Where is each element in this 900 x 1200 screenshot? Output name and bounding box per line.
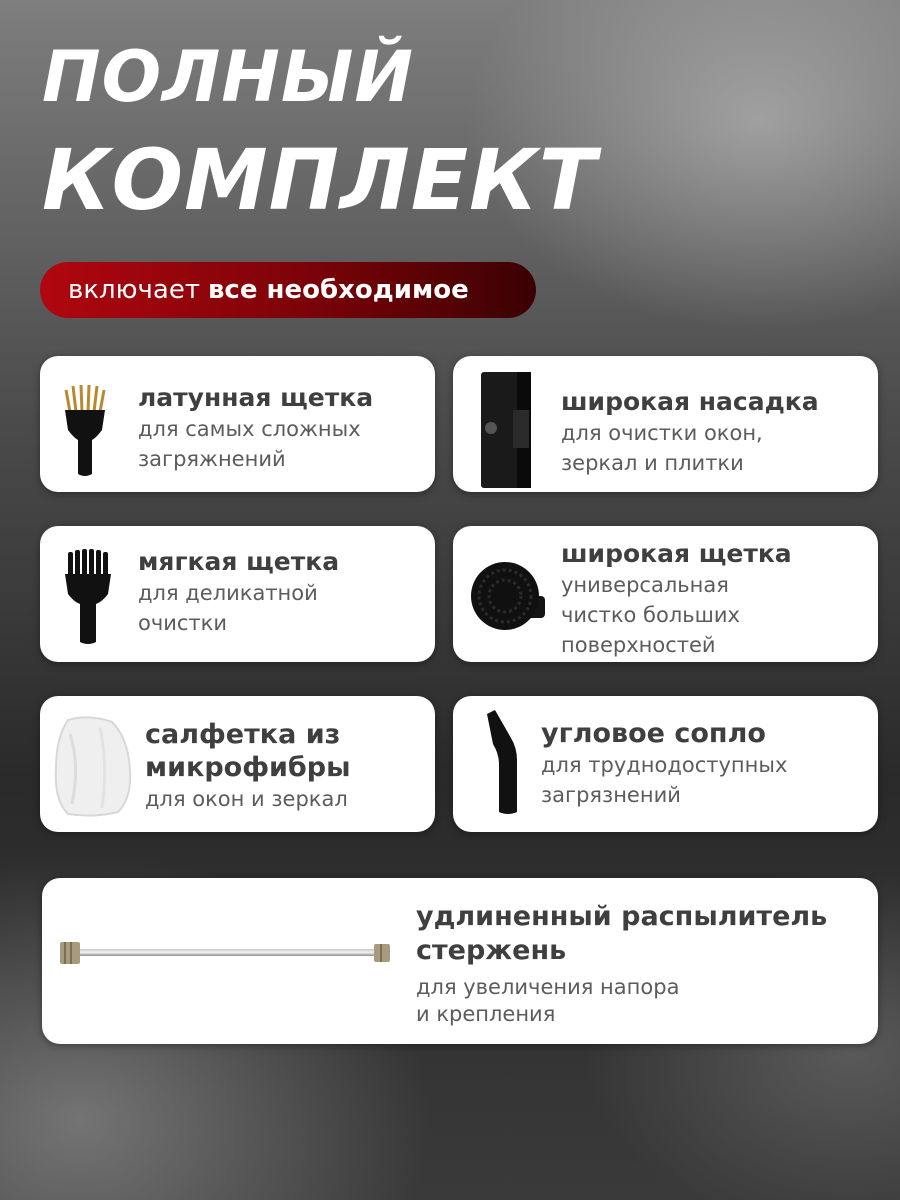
item-desc-line: очистки xyxy=(138,611,228,635)
badge-highlight: все необходимое xyxy=(207,275,469,305)
item-desc-line: для труднодоступных xyxy=(541,753,788,777)
microfiber-cloth-icon xyxy=(50,714,134,818)
item-name: микрофибры xyxy=(145,752,351,783)
item-name: мягкая щетка xyxy=(138,547,340,576)
item-name: широкая насадка xyxy=(561,387,819,416)
item-card-wide-brush xyxy=(453,526,878,662)
item-name: удлиненный распылитель xyxy=(416,901,828,932)
item-card-wide-nozzle xyxy=(453,356,878,492)
item-name: латунная щетка xyxy=(138,383,374,412)
item-desc-line: универсальная xyxy=(561,573,729,597)
includes-badge xyxy=(40,262,536,318)
item-card-soft-brush xyxy=(40,526,435,662)
item-desc-line: для окон и зеркал xyxy=(145,787,348,811)
item-desc-line: поверхностей xyxy=(561,633,716,657)
item-name: стержень xyxy=(416,935,567,966)
item-name: салфетка из xyxy=(145,719,341,750)
item-desc-line: загряжнений xyxy=(138,447,286,471)
item-desc-line: зеркал и плитки xyxy=(561,451,744,475)
brass-brush-icon xyxy=(60,382,110,478)
item-card-angled-nozzle xyxy=(453,696,878,832)
item-card-brass-brush xyxy=(40,356,435,492)
item-desc-line: и крепления xyxy=(416,1002,556,1026)
item-card-extension-rod xyxy=(42,878,878,1044)
item-desc-line: для увеличения напора xyxy=(416,975,680,999)
item-card-microfiber-cloth xyxy=(40,696,435,832)
item-name: широкая щетка xyxy=(561,539,792,568)
badge-prefix: включает xyxy=(68,275,200,305)
item-desc-line: чистко больших xyxy=(561,603,740,627)
item-name: угловое сопло xyxy=(541,718,766,749)
item-desc-line: для самых сложных xyxy=(138,417,361,441)
item-desc-line: загрязнений xyxy=(541,783,681,807)
title-line-1: ПОЛНЫЙ xyxy=(42,36,414,118)
title-line-2: КОМПЛЕКТ xyxy=(42,131,598,229)
item-desc-line: для очистки окон, xyxy=(561,421,763,445)
wide-brush-icon xyxy=(467,556,551,640)
item-desc-line: для деликатной xyxy=(138,581,318,605)
angled-nozzle-icon xyxy=(481,708,525,818)
soft-brush-icon xyxy=(62,548,114,648)
wide-nozzle-icon xyxy=(477,370,537,490)
extension-rod-icon xyxy=(58,936,396,970)
